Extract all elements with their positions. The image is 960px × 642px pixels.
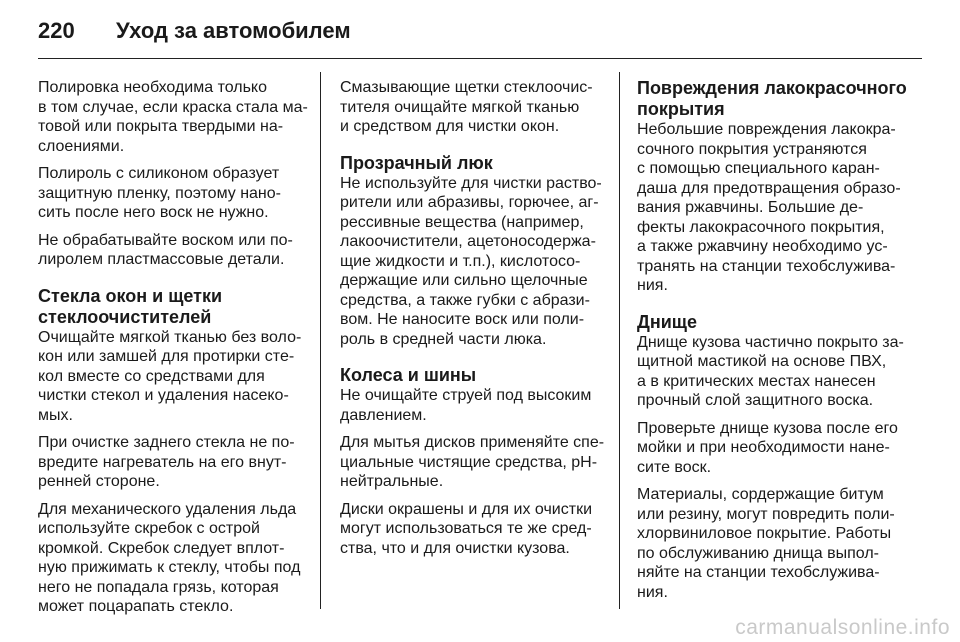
text-line: Полировка необходима только xyxy=(38,79,268,96)
column-divider-1 xyxy=(320,72,321,609)
paragraph xyxy=(38,500,313,617)
text-line: Проверьте днище кузова после его xyxy=(637,419,898,437)
text-line: или резину, могут повредить поли- xyxy=(637,505,895,523)
text-line: При очистке заднего стекла не по- xyxy=(38,434,295,451)
text-line: средства, а также губки с абрази- xyxy=(340,291,590,309)
text-line: Смазывающие щетки стеклоочис- xyxy=(340,79,593,96)
text-line: кон или замшей для протирки сте- xyxy=(38,348,295,365)
paragraph xyxy=(637,333,909,411)
text-line: прочный слой защитного воска. xyxy=(637,392,874,409)
text-line: нейтральные. xyxy=(340,473,444,490)
text-line: лакоочистители, ацетоносодержа- xyxy=(340,233,596,250)
text-line: Не очищайте струей под высоким xyxy=(340,387,592,404)
text-line: лиролем пластмассовые детали. xyxy=(38,251,285,268)
text-line: транять на станции техобслужива- xyxy=(637,257,896,275)
text-column-1 xyxy=(38,78,313,625)
paragraph xyxy=(340,386,608,425)
text-line: Полироль с силиконом образует xyxy=(38,165,280,182)
text-line: покрытия xyxy=(637,99,725,119)
text-line: могут использоваться те же сред- xyxy=(340,520,592,537)
text-line: сочного покрытия устраняются xyxy=(637,140,867,158)
text-line: защитную пленку, поэтому нано- xyxy=(38,184,281,202)
text-line: даша для предотвращения образо- xyxy=(637,179,901,197)
text-line: ния. xyxy=(637,583,668,601)
page-number: 220 xyxy=(38,18,75,43)
text-line: чистки стекол и удаления насеко- xyxy=(38,387,289,404)
text-line: щитной мастикой на основе ПВХ, xyxy=(637,353,887,370)
text-line: по обслуживанию днища выпол- xyxy=(637,544,879,562)
text-line: держащие или сильно щелочные xyxy=(340,272,588,289)
text-line: ства, что и для очистки кузова. xyxy=(340,539,570,557)
paragraph xyxy=(38,164,313,223)
text-line: Для механического удаления льда xyxy=(38,500,297,518)
paragraph xyxy=(340,433,608,492)
text-line: стеклоочистителей xyxy=(38,306,212,327)
text-line: фекты лакокрасочного покрытия, xyxy=(637,218,885,236)
paragraph xyxy=(340,500,608,559)
text-line: кромкой. Скребок следует вплот- xyxy=(38,539,285,557)
text-line: давлением. xyxy=(340,406,427,424)
text-line: щие жидкости и т.п.), кислотосо- xyxy=(340,252,581,270)
text-line: рители или абразивы, горючее, аг- xyxy=(340,194,599,211)
text-column-2 xyxy=(340,78,608,566)
text-line: Повреждения лакокрасочного xyxy=(637,78,907,98)
paragraph xyxy=(637,485,909,602)
paragraph xyxy=(637,120,909,296)
text-line: в том случае, если краска стала ма- xyxy=(38,98,308,116)
text-line: рессивные вещества (например, xyxy=(340,213,584,231)
text-line: Диски окрашены и для их очистки xyxy=(340,500,592,518)
text-line: Очищайте мягкой тканью без воло- xyxy=(38,328,302,346)
header-divider xyxy=(38,58,922,59)
text-line: Небольшие повреждения лакокра- xyxy=(637,121,896,138)
text-line: тителя очищайте мягкой тканью xyxy=(340,98,580,116)
section-title: Уход за автомобилем xyxy=(116,18,351,43)
page-header xyxy=(38,18,351,48)
text-line: Для мытья дисков применяйте спе- xyxy=(340,434,605,451)
text-column-3 xyxy=(637,78,909,610)
text-line: кол вместе со средствами для xyxy=(38,367,265,385)
text-line: вания ржавчины. Большие де- xyxy=(637,199,864,216)
column-divider-2 xyxy=(619,72,620,609)
text-line: Не обрабатывайте воском или по- xyxy=(38,231,293,249)
text-line: Днище кузова частично покрыто за- xyxy=(637,333,904,351)
paragraph xyxy=(340,174,608,350)
text-line: и средством для чистки окон. xyxy=(340,118,560,135)
text-line: а также ржавчину необходимо ус- xyxy=(637,238,888,255)
text-line: Колеса и шины xyxy=(340,365,477,385)
paragraph xyxy=(38,78,313,156)
section-heading xyxy=(340,365,608,386)
text-line: ренней стороне. xyxy=(38,473,160,490)
section-heading xyxy=(637,78,909,120)
paragraph xyxy=(38,231,313,270)
text-line: вредите нагреватель на его внут- xyxy=(38,453,287,471)
text-line: Стекла окон и щетки xyxy=(38,285,223,306)
text-line: роль в средней части люка. xyxy=(340,330,547,348)
text-line: товой или покрыта твердыми на- xyxy=(38,118,284,135)
section-heading xyxy=(637,312,909,333)
section-heading xyxy=(340,153,608,174)
text-line: Материалы, сордержащие битум xyxy=(637,486,884,503)
text-line: ния. xyxy=(637,277,668,294)
text-line: циальные чистящие средства, pH- xyxy=(340,453,598,471)
text-line: няйте на станции техобслужива- xyxy=(637,564,880,581)
text-line: него не попадала грязь, которая xyxy=(38,578,279,596)
paragraph xyxy=(38,328,313,426)
section-heading xyxy=(38,286,313,328)
paragraph xyxy=(340,78,608,137)
paragraph xyxy=(38,433,313,492)
text-line: сите воск. xyxy=(637,458,712,476)
text-line: с помощью специального каран- xyxy=(637,160,880,177)
text-line: вом. Не наносите воск или поли- xyxy=(340,311,585,328)
text-line: мых. xyxy=(38,406,73,424)
text-line: слоениями. xyxy=(38,137,125,155)
text-line: мойки и при необходимости нане- xyxy=(637,439,890,456)
text-line: используйте скребок с острой xyxy=(38,520,260,537)
text-line: Прозрачный люк xyxy=(340,152,493,173)
text-line: может поцарапать стекло. xyxy=(38,598,234,615)
paragraph xyxy=(637,419,909,478)
watermark-text: carmanualsonline.info xyxy=(735,616,950,639)
text-line: Днище xyxy=(637,311,697,332)
text-line: хлорвиниловое покрытие. Работы xyxy=(637,525,892,542)
text-line: а в критических местах нанесен xyxy=(637,372,876,390)
text-line: Не используйте для чистки раство- xyxy=(340,174,602,192)
text-line: ную прижимать к стеклу, чтобы под xyxy=(38,559,301,576)
text-line: сить после него воск не нужно. xyxy=(38,204,269,221)
